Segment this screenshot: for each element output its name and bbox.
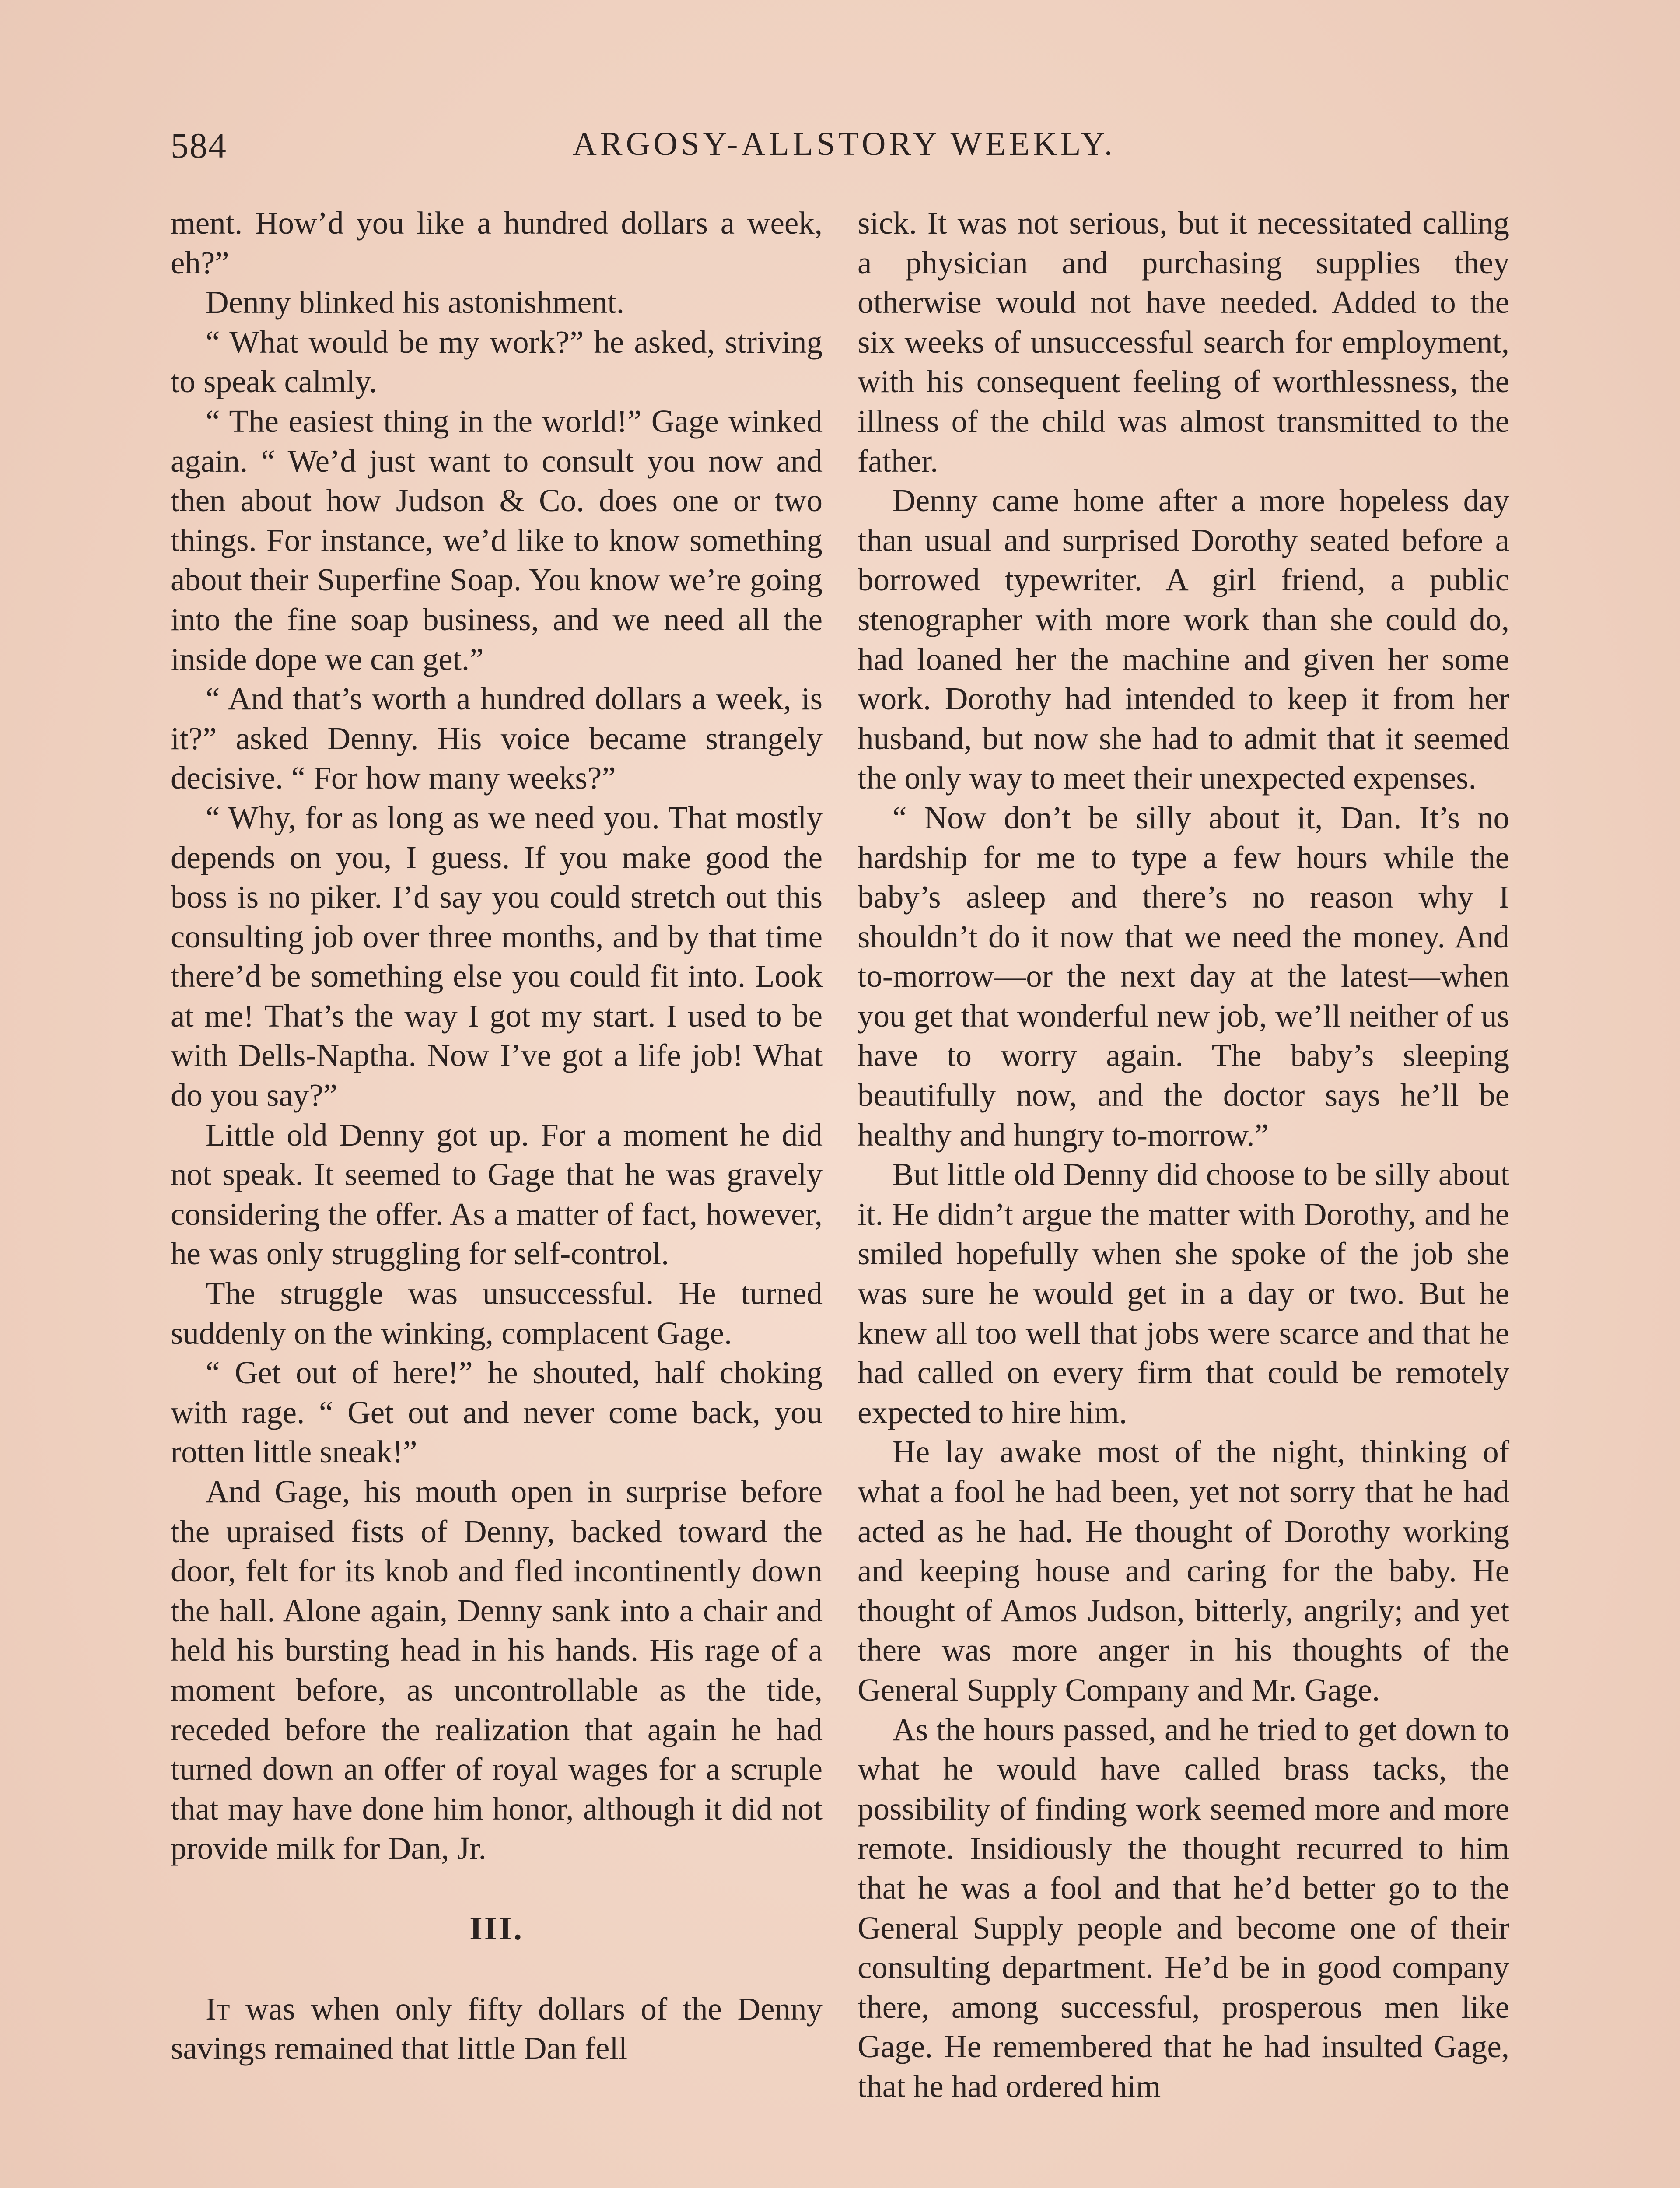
paragraph: “ Why, for as long as we need you. That mostly depends on you, I guess. If you make good the boss is no piker. I’d say you could stretch out this consulting job over three months, and by that time there’d be something else you could fit into. Look at me! That’s the way I got my start. I used to be with Dells-Naptha. Now I’ve got a life job! What do you say?” xyxy=(171,799,822,1113)
paragraph: He lay awake most of the night, thinking of what a fool he had been, yet not sorry that he had acted as he had. He thought of Dorothy working and keeping house and caring for the baby. He thought of Amos Judson, bitterly, angrily; and yet there was more anger in his thoughts of the General Supply Company and Mr. Gage. xyxy=(858,1434,1509,1708)
page-header xyxy=(171,125,1518,173)
paragraph: sick. It was not serious, but it necessitated calling a physician and purchasing supplies they otherwise would not have needed. Added to the six weeks of unsuccessful search for employment, with his consequent feeling of worthlessness, the illness of the child was almost transmitted to the father. xyxy=(858,205,1509,479)
drop-word: It xyxy=(206,1991,230,2027)
paragraph: The struggle was unsuccessful. He turned suddenly on the winking, complacent Gage. xyxy=(171,1276,822,1351)
paragraph: And Gage, his mouth open in surprise before the upraised fists of Denny, backed toward the door, felt for its knob and fled incontinently down the hall. Alone again, Denny sank into a chair and held his bursting head in his hands. His rage of a moment before, as uncontrollable as the tide, receded before the realization that again he had turned down an offer of royal wages for a scruple that may have done him honor, although it did not provide milk for Dan, Jr. xyxy=(171,1474,822,1866)
paragraph: Denny came home after a more hopeless day than usual and surprised Dorothy seated before a borrowed typewriter. A girl friend, a public stenographer with more work than she could do, had loaned her the machine and given her some work. Dorothy had intended to keep it from her husband, but now she had to admit that it seemed the only way to meet their unexpected expenses. xyxy=(858,483,1509,796)
section-heading: III. xyxy=(469,1910,524,1947)
left-column xyxy=(171,203,822,2069)
paragraph: ment. How’d you like a hundred dollars a week, eh?” xyxy=(171,205,822,281)
paragraph: As the hours passed, and he tried to get down to what he would have called brass tacks, the possibility of finding work seemed more and more remote. Insidiously the thought recurred to him that he was a fool and that he’d better go to the General Supply people and become one of their consulting department. He’d be in good company there, among successful, prosperous men like Gage. He remembered that he had insulted Gage, that he had ordered him xyxy=(858,1711,1509,2104)
paragraph: “ Now don’t be silly about it, Dan. It’s no hardship for me to type a few hours while the baby’s asleep and there’s no reason why I shouldn’t do it now that we need the money. And to-morrow—or the next day at the latest—when you get that wonderful new job, we’ll neither of us have to worry again. The baby’s sleeping beautifully now, and the doctor says he’ll be healthy and hungry to-morrow.” xyxy=(858,799,1509,1153)
paragraph: “ And that’s worth a hundred dollars a week, is it?” asked Denny. His voice became strangely decisive. “ For how many weeks?” xyxy=(171,681,822,796)
paragraph: “ What would be my work?” he asked, striving to speak calmly. xyxy=(171,324,822,400)
paragraph: “ Get out of here!” he shouted, half choking with rage. “ Get out and never come back, you rotten little sneak!” xyxy=(171,1355,822,1470)
paragraph: But little old Denny did choose to be silly about it. He didn’t argue the matter with Dorothy, and he smiled hopefully when she spoke of the job she was sure he would get in a day or two. But he knew all too well that jobs were scarce and that he had called on every firm that could be remotely expected to hire him. xyxy=(858,1157,1509,1430)
paragraph: Little old Denny got up. For a moment he did not speak. It seemed to Gage that he was gravely considering the offer. As a matter of fact, however, he was only struggling for self-control. xyxy=(171,1117,822,1272)
page-number: 584 xyxy=(171,126,227,165)
paragraph: “ The easiest thing in the world!” Gage winked again. “ We’d just want to consult you now and then about how Judson & Co. does one or two things. For instance, we’d like to know something about their Superfine Soap. You know we’re going into the fine soap business, and we need all the inside dope we can get.” xyxy=(171,403,822,677)
running-head: ARGOSY-ALLSTORY WEEKLY. xyxy=(573,126,1116,162)
right-column xyxy=(858,203,1509,2107)
paragraph-text: was when only fifty dollars of the Denny savings remained that little Dan fell xyxy=(171,1991,822,2066)
paragraph: Denny blinked his astonishment. xyxy=(206,284,625,320)
paragraph xyxy=(171,1989,822,2069)
